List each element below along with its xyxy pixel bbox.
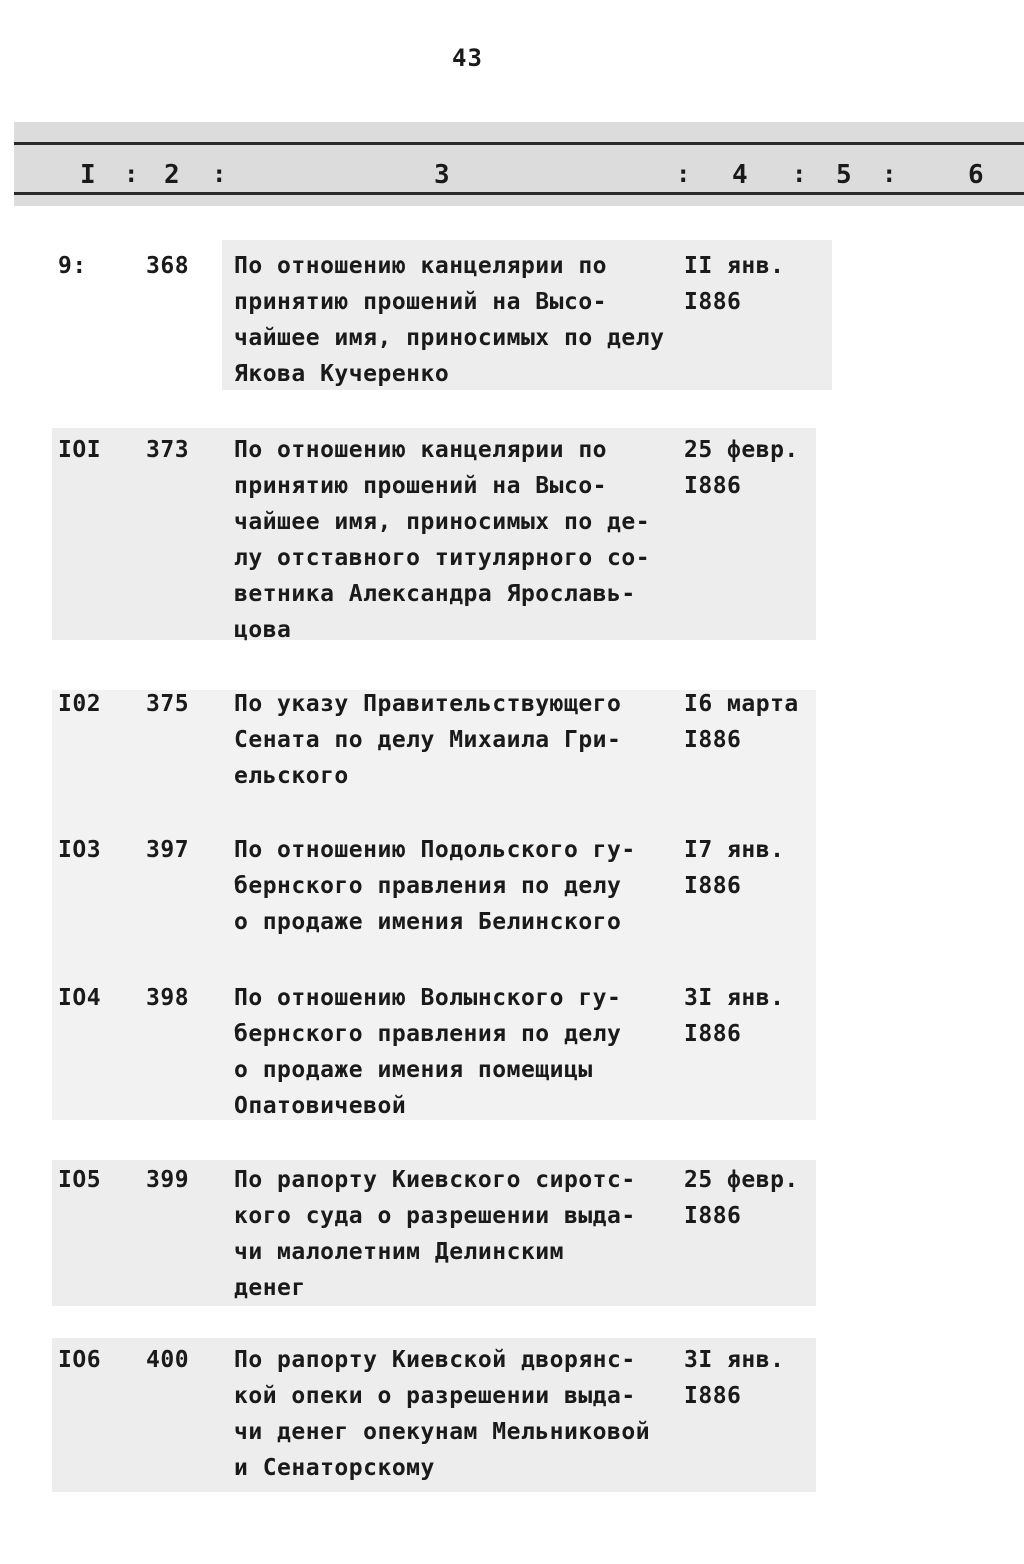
- row-number: 9:: [58, 253, 87, 279]
- description-line: бернского правления по делу: [234, 1021, 622, 1047]
- description-line: Якова Кучеренко: [234, 361, 450, 387]
- date-year: I886: [684, 289, 742, 315]
- row-number: IO5: [58, 1167, 102, 1193]
- date-day: 25 февр.: [684, 1167, 799, 1193]
- description-line: ельского: [234, 763, 349, 789]
- column-header-3: 3: [434, 160, 450, 190]
- description-line: чи денег опекунам Мельниковой: [234, 1419, 651, 1445]
- date: [684, 248, 824, 320]
- description-line: чайшее имя, приносимых по де-: [234, 509, 651, 535]
- description: [234, 980, 686, 1124]
- date: [684, 432, 824, 504]
- description-line: о продаже имения помещицы: [234, 1057, 593, 1083]
- row-number: I02: [58, 691, 102, 717]
- description-line: кой опеки о разрешении выда-: [234, 1383, 636, 1409]
- date: [684, 1342, 824, 1414]
- column-header-2: 2: [164, 160, 180, 190]
- column-separator: :: [124, 160, 139, 188]
- date-day: II янв.: [684, 253, 785, 279]
- column-separator: :: [792, 160, 807, 188]
- date-day: 3I янв.: [684, 985, 785, 1011]
- description-line: По рапорту Киевской дворянс-: [234, 1347, 636, 1373]
- date: [684, 1162, 824, 1234]
- date-day: 3I янв.: [684, 1347, 785, 1373]
- description-line: чи малолетним Делинским: [234, 1239, 564, 1265]
- column-separator: :: [676, 160, 691, 188]
- description: [234, 432, 686, 648]
- header-rule-bottom: [14, 192, 1024, 195]
- date-year: I886: [684, 873, 742, 899]
- description-line: лу отставного титулярного со-: [234, 545, 651, 571]
- column-header-5: 5: [836, 160, 852, 190]
- file-number: 398: [146, 985, 190, 1011]
- column-separator: :: [882, 160, 897, 188]
- column-header-6: 6: [968, 160, 984, 190]
- description-line: и Сенаторскому: [234, 1455, 435, 1481]
- date-year: I886: [684, 1203, 742, 1229]
- description-line: По отношению Подольского гу-: [234, 837, 636, 863]
- description-line: о продаже имения Белинского: [234, 909, 622, 935]
- description-line: По отношению канцелярии по: [234, 253, 608, 279]
- file-number: 397: [146, 837, 190, 863]
- page-number: 43: [452, 44, 483, 72]
- description-line: По отношению Волынского гу-: [234, 985, 622, 1011]
- description-line: По указу Правительствующего: [234, 691, 622, 717]
- row-number: IOI: [58, 437, 102, 463]
- file-number: 399: [146, 1167, 190, 1193]
- description: [234, 686, 686, 794]
- description-line: По рапорту Киевского сиротс-: [234, 1167, 636, 1193]
- description-line: принятию прошений на Высо-: [234, 289, 608, 315]
- description-line: чайшее имя, приносимых по делу: [234, 325, 665, 351]
- description: [234, 1162, 686, 1306]
- file-number: 375: [146, 691, 190, 717]
- date-year: I886: [684, 727, 742, 753]
- column-separator: :: [212, 160, 227, 188]
- column-header-4: 4: [732, 160, 748, 190]
- description-line: принятию прошений на Высо-: [234, 473, 608, 499]
- file-number: 368: [146, 253, 190, 279]
- description-line: По отношению канцелярии по: [234, 437, 608, 463]
- row-number: IO4: [58, 985, 102, 1011]
- description-line: Сената по делу Михаила Гри-: [234, 727, 622, 753]
- row-number: IO6: [58, 1347, 102, 1373]
- date: [684, 832, 824, 904]
- date-year: I886: [684, 473, 742, 499]
- description: [234, 1342, 686, 1486]
- description-line: ветника Александра Ярославь-: [234, 581, 636, 607]
- date: [684, 686, 824, 758]
- description: [234, 248, 686, 392]
- file-number: 373: [146, 437, 190, 463]
- date-day: I7 янв.: [684, 837, 785, 863]
- description-line: бернского правления по делу: [234, 873, 622, 899]
- date-day: 25 февр.: [684, 437, 799, 463]
- date: [684, 980, 824, 1052]
- row-number: IO3: [58, 837, 102, 863]
- file-number: 400: [146, 1347, 190, 1373]
- column-header-1: I: [80, 160, 96, 190]
- description-line: денег: [234, 1275, 306, 1301]
- description-line: кого суда о разрешении выда-: [234, 1203, 636, 1229]
- date-year: I886: [684, 1021, 742, 1047]
- header-rule-top: [14, 142, 1024, 145]
- description-line: Опатовичевой: [234, 1093, 407, 1119]
- date-year: I886: [684, 1383, 742, 1409]
- description-line: цова: [234, 617, 292, 643]
- description: [234, 832, 686, 940]
- date-day: I6 марта: [684, 691, 799, 717]
